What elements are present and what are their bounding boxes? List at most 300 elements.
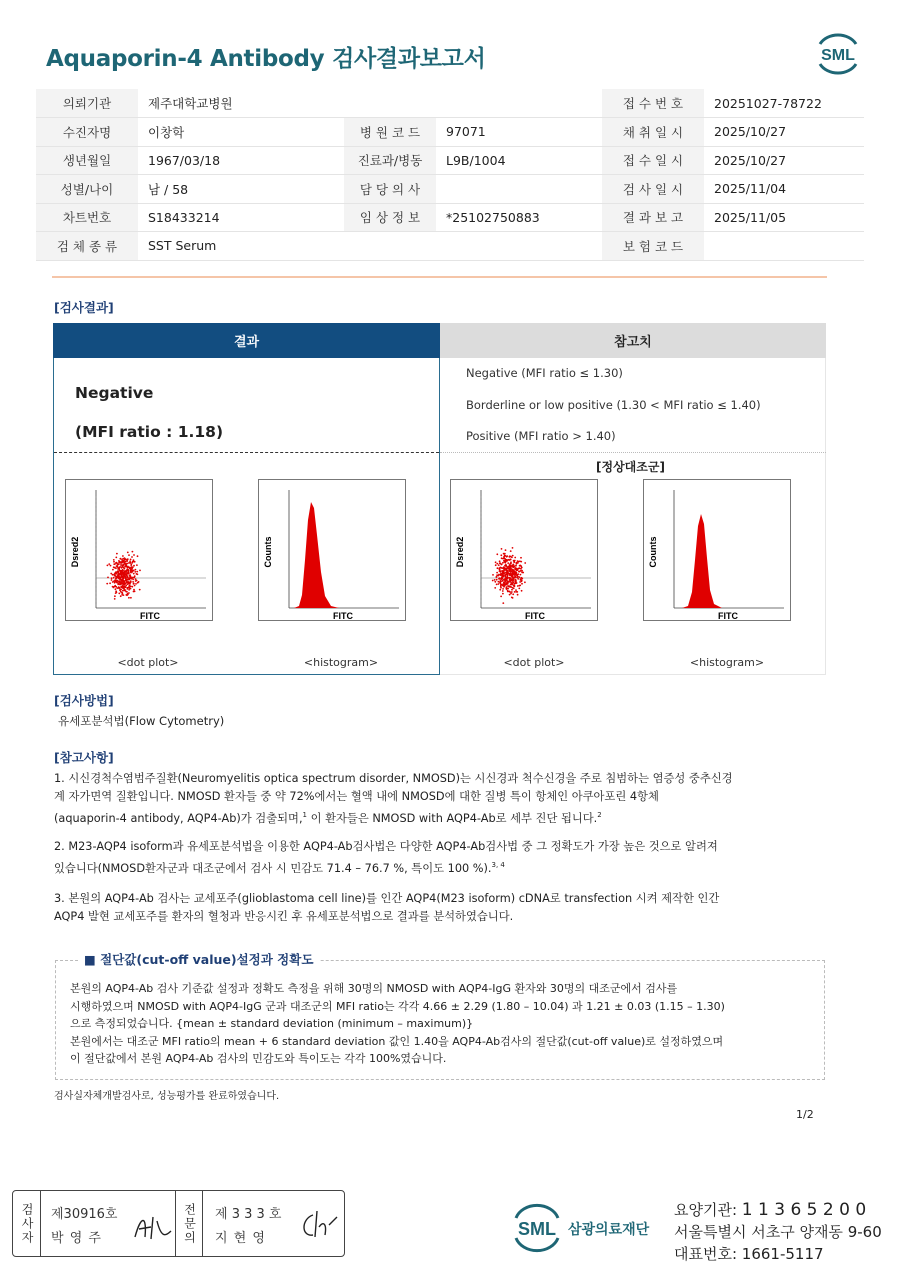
scatter-point xyxy=(499,589,501,591)
patient-info-table xyxy=(36,89,864,261)
hist-xlabel: FITC xyxy=(333,611,353,620)
method-text: 유세포분석법(Flow Cytometry) xyxy=(58,714,225,728)
scatter-point xyxy=(498,577,500,579)
cutoff-text xyxy=(70,980,822,1068)
scatter-point xyxy=(503,584,505,586)
notes-section-title: [참고사항] xyxy=(54,750,114,765)
scatter-point xyxy=(511,557,513,559)
footer-code-value: 1 1 3 6 5 2 0 0 xyxy=(741,1200,867,1220)
histogram-caption: <histogram> xyxy=(689,656,765,669)
scatter-point xyxy=(500,585,502,587)
scatter-point xyxy=(509,594,511,596)
results-section-title: [검사결과] xyxy=(54,300,114,315)
scatter-point xyxy=(122,570,124,572)
scatter-point xyxy=(127,552,129,554)
examiner-label xyxy=(13,1191,41,1256)
control-label: [정상대조군] xyxy=(596,460,665,474)
divider xyxy=(52,276,827,278)
scatter-point xyxy=(130,597,132,599)
scatter-point xyxy=(506,559,508,561)
scatter-point xyxy=(122,555,124,557)
scatter-point xyxy=(115,578,117,580)
hospital-code-label: 병 원 코 드 xyxy=(344,118,436,147)
scatter-point xyxy=(513,566,515,568)
scatter-point xyxy=(122,592,124,594)
note-line: 3. 본원의 AQP4-Ab 검사는 교세포주(glioblastoma cell line)를 인간 AQP4(M23 isoform) cDNA로 transfection 시켜 제작한 인간 xyxy=(54,892,720,905)
cutoff-line: 시행하였으며 NMOSD with AQP4-IgG 군과 대조군의 MFI ratio는 각각 4.66 ± 2.29 (1.80 – 10.04) 과 1.21 ± 0.03 (1.15 – 1.30) xyxy=(70,999,725,1013)
scatter-point xyxy=(128,589,130,591)
scatter-point xyxy=(133,589,135,591)
scatter-point xyxy=(120,566,122,568)
note-line: AQP4 발현 교세포주를 환자의 혈청과 반응시킨 후 유세포분석법으로 결과를 분석하였습니다. xyxy=(54,910,514,923)
scatter-point xyxy=(494,587,496,589)
histogram-peak xyxy=(294,502,339,608)
scatter-point xyxy=(115,576,117,578)
scatter-point xyxy=(118,587,120,589)
scatter-point xyxy=(503,553,505,555)
scatter-point xyxy=(131,556,133,558)
scatter-point xyxy=(501,548,503,550)
patient-label: 수진자명 xyxy=(36,118,138,147)
scatter-point xyxy=(120,595,122,597)
cutoff-line: 본원에서는 대조군 MFI ratio의 mean + 6 standard deviation 값인 1.40을 AQP4-Ab검사의 절단값(cut-off value)로 설정하였으며 xyxy=(70,1034,724,1048)
scatter-point xyxy=(111,577,113,579)
scatter-point xyxy=(521,590,523,592)
scatter-point xyxy=(125,566,127,568)
scatter-point xyxy=(507,585,509,587)
chart-no-value: S18433214 xyxy=(138,203,344,232)
scatter-point xyxy=(512,597,514,599)
dot-xlabel: FITC xyxy=(525,611,545,620)
scatter-point xyxy=(496,572,498,574)
scatter-point xyxy=(524,562,526,564)
scatter-point xyxy=(118,563,120,565)
cutoff-line: 본원의 AQP4-Ab 검사 기준값 설정과 정확도 측정을 위해 30명의 NMOSD with AQP4-IgG 환자와 30명의 대조군에서 검사를 xyxy=(70,982,678,995)
note-1 xyxy=(54,770,830,828)
note-line xyxy=(54,806,830,828)
footer-code-label: 요양기관: xyxy=(674,1201,742,1219)
clinical-info-value: *25102750883 xyxy=(436,203,602,232)
scatter-point xyxy=(514,591,516,593)
scatter-point xyxy=(506,568,508,570)
report-date-value: 2025/11/05 xyxy=(704,203,864,232)
table-row xyxy=(36,89,864,118)
scatter-point xyxy=(504,572,506,574)
scatter-point xyxy=(507,573,509,575)
method-section-title: [검사방법] xyxy=(54,693,114,708)
scatter-point xyxy=(503,557,505,559)
dot-plot-graphic xyxy=(66,480,212,620)
scatter-point xyxy=(113,561,115,563)
scatter-point xyxy=(502,602,504,604)
scatter-point xyxy=(113,586,115,588)
sex-age-label: 성별/나이 xyxy=(36,175,138,204)
scatter-point xyxy=(498,574,500,576)
examiner-name: 박 영 주 xyxy=(51,1231,102,1246)
scatter-point xyxy=(130,577,132,579)
report-date-label: 결 과 보 고 xyxy=(602,203,704,232)
scatter-point xyxy=(516,563,518,565)
note-text: (aquaporin-4 antibody, AQP4-Ab)가 검출되며, xyxy=(54,811,303,825)
scatter-point xyxy=(116,591,118,593)
receipt-date-label: 접 수 일 시 xyxy=(602,146,704,175)
scatter-point xyxy=(502,579,504,581)
scatter-point xyxy=(513,588,515,590)
dot-xlabel: FITC xyxy=(140,611,160,620)
scatter-point xyxy=(128,554,130,556)
scatter-point xyxy=(514,579,516,581)
sml-logo xyxy=(812,30,864,76)
scatter-point xyxy=(115,557,117,559)
scatter-point xyxy=(509,559,511,561)
scatter-point xyxy=(123,587,125,589)
hospital-label: 의뢰기관 xyxy=(36,89,138,118)
scatter-point xyxy=(517,594,519,596)
scatter-point xyxy=(133,583,135,585)
divider xyxy=(440,452,826,453)
scatter-point xyxy=(132,551,134,553)
scatter-point xyxy=(112,569,114,571)
scatter-point xyxy=(522,572,524,574)
scatter-point xyxy=(114,598,116,600)
dot-cloud xyxy=(106,551,141,600)
scatter-point xyxy=(118,593,120,595)
scatter-point xyxy=(124,580,126,582)
scatter-point xyxy=(120,586,122,588)
scatter-point xyxy=(513,585,515,587)
scatter-point xyxy=(494,579,496,581)
scatter-point xyxy=(512,564,514,566)
scatter-point xyxy=(115,588,117,590)
scatter-point xyxy=(128,592,130,594)
scatter-point xyxy=(521,578,523,580)
scatter-point xyxy=(510,550,512,552)
scatter-point xyxy=(507,571,509,573)
collection-date-value: 2025/10/27 xyxy=(704,118,864,147)
examiner-signature xyxy=(131,1211,175,1245)
table-row xyxy=(36,232,864,261)
citation: 1 xyxy=(302,811,308,819)
collection-date-label: 채 취 일 시 xyxy=(602,118,704,147)
scatter-point xyxy=(126,560,128,562)
scatter-point xyxy=(125,582,127,584)
test-date-value: 2025/11/04 xyxy=(704,175,864,204)
logo-text: SML xyxy=(821,47,855,64)
scatter-point xyxy=(115,562,117,564)
scatter-point xyxy=(505,549,507,551)
scatter-point xyxy=(127,594,129,596)
specialist-name: 지 현 영 xyxy=(215,1231,266,1246)
scatter-point xyxy=(133,565,135,567)
scatter-point xyxy=(505,581,507,583)
scatter-point xyxy=(118,581,120,583)
footer-phone xyxy=(674,1243,824,1264)
scatter-point xyxy=(108,563,110,565)
scatter-point xyxy=(125,571,127,573)
scatter-point xyxy=(509,556,511,558)
scatter-point xyxy=(111,579,113,581)
scatter-point xyxy=(515,568,517,570)
scatter-point xyxy=(519,565,521,567)
result-value xyxy=(75,378,223,448)
clinical-info-label: 임 상 정 보 xyxy=(344,203,436,232)
examiner-label-text: 검사자 xyxy=(20,1202,34,1245)
specimen-label: 검 체 종 류 xyxy=(36,232,138,261)
scatter-point xyxy=(507,590,509,592)
note-line: 계 자가면역 질환입니다. NMOSD 환자들 중 약 72%에서는 혈액 내에 NMOSD에 대한 질병 특이 항체인 아쿠아포린 4항체 xyxy=(54,790,659,803)
scatter-point xyxy=(512,555,514,557)
hist-ylabel: Counts xyxy=(648,536,658,568)
birth-value: 1967/03/18 xyxy=(138,146,344,175)
scatter-point xyxy=(509,565,511,567)
scatter-point xyxy=(506,586,508,588)
scatter-point xyxy=(119,577,121,579)
doctor-value xyxy=(436,175,602,204)
scatter-point xyxy=(504,561,506,563)
scatter-point xyxy=(135,569,137,571)
insurance-code-label: 보 험 코 드 xyxy=(602,232,704,261)
scatter-point xyxy=(132,579,134,581)
scatter-point xyxy=(513,561,515,563)
scatter-point xyxy=(123,564,125,566)
receipt-no-value: 20251027-78722 xyxy=(704,89,864,118)
scatter-point xyxy=(494,581,496,583)
scatter-point xyxy=(135,583,137,585)
scatter-point xyxy=(510,581,512,583)
scatter-point xyxy=(517,569,519,571)
scatter-point xyxy=(107,565,109,567)
scatter-point xyxy=(506,581,508,583)
scatter-point xyxy=(114,595,116,597)
receipt-date-value: 2025/10/27 xyxy=(704,146,864,175)
scatter-point xyxy=(510,563,512,565)
table-row xyxy=(36,203,864,232)
scatter-point xyxy=(122,590,124,592)
scatter-point xyxy=(114,582,116,584)
scatter-point xyxy=(499,560,501,562)
table-row xyxy=(36,175,864,204)
scatter-point xyxy=(511,579,513,581)
scatter-point xyxy=(505,565,507,567)
receipt-no-label: 접 수 번 호 xyxy=(602,89,704,118)
scatter-point xyxy=(129,575,131,577)
scatter-point xyxy=(516,575,518,577)
scatter-point xyxy=(520,557,522,559)
scatter-point xyxy=(120,574,122,576)
scatter-point xyxy=(501,567,503,569)
scatter-point xyxy=(495,576,497,578)
scatter-point xyxy=(126,563,128,565)
cutoff-line: 이 절단값에서 본원 AQP4-Ab 검사의 민감도와 특이도는 각각 100%였습니다. xyxy=(70,1052,447,1065)
scatter-point xyxy=(492,574,494,576)
note-line: 1. 시신경척수염범주질환(Neuromyelitis optica spectrum disorder, NMOSD)는 시신경과 척수신경을 주로 침범하는 염증성 중추신경 xyxy=(54,772,733,785)
note-line xyxy=(54,856,830,878)
specimen-value: SST Serum xyxy=(138,232,344,261)
scatter-point xyxy=(519,576,521,578)
scatter-point xyxy=(517,585,519,587)
scatter-point xyxy=(521,583,523,585)
scatter-point xyxy=(518,588,520,590)
scatter-point xyxy=(514,560,516,562)
scatter-point xyxy=(130,562,132,564)
scatter-point xyxy=(137,582,139,584)
scatter-point xyxy=(133,561,135,563)
hospital-code-value: 97071 xyxy=(436,118,602,147)
scatter-point xyxy=(515,591,517,593)
scatter-point xyxy=(519,568,521,570)
scatter-point xyxy=(131,566,133,568)
result-line-2: (MFI ratio : 1.18) xyxy=(75,423,224,441)
scatter-point xyxy=(502,562,504,564)
note-text: 있습니다(NMOSD환자군과 대조군에서 검사 시 민감도 71.4 – 76.7 %, 특이도 100 %). xyxy=(54,861,492,875)
control-dot-plot xyxy=(450,479,598,621)
scatter-point xyxy=(511,591,513,593)
citation: 2 xyxy=(597,811,602,819)
scatter-point xyxy=(136,564,138,566)
dot-plot-graphic xyxy=(451,480,597,620)
scatter-point xyxy=(120,591,122,593)
scatter-point xyxy=(519,560,521,562)
scatter-point xyxy=(519,585,521,587)
scatter-point xyxy=(120,564,122,566)
scatter-point xyxy=(115,567,117,569)
scatter-point xyxy=(499,581,501,583)
reference-header: 참고치 xyxy=(440,323,826,358)
histogram-graphic xyxy=(259,480,405,620)
scatter-point xyxy=(503,581,505,583)
ref-negative: Negative (MFI ratio ≤ 1.30) xyxy=(466,366,623,380)
scatter-point xyxy=(125,558,127,560)
scatter-point xyxy=(118,562,120,564)
result-line-1: Negative xyxy=(75,384,154,402)
scatter-point xyxy=(515,581,517,583)
scatter-point xyxy=(513,572,515,574)
footer-logo-text: SML xyxy=(518,1219,556,1239)
scatter-point xyxy=(128,582,130,584)
scatter-point xyxy=(497,567,499,569)
scatter-point xyxy=(123,577,125,579)
scatter-point xyxy=(515,565,517,567)
scatter-point xyxy=(498,583,500,585)
scatter-point xyxy=(133,577,135,579)
scatter-point xyxy=(511,589,513,591)
scatter-point xyxy=(503,571,505,573)
scatter-point xyxy=(110,565,112,567)
scatter-point xyxy=(123,594,125,596)
scatter-point xyxy=(499,569,501,571)
scatter-point xyxy=(107,577,109,579)
scatter-point xyxy=(510,577,512,579)
scatter-point xyxy=(495,561,497,563)
scatter-point xyxy=(129,587,131,589)
scatter-point xyxy=(506,578,508,580)
scatter-point xyxy=(127,569,129,571)
cutoff-title: ■ 절단값(cut-off value)설정과 정확도 xyxy=(78,950,319,968)
scatter-point xyxy=(500,554,502,556)
scatter-point xyxy=(512,578,514,580)
note-line: 2. M23-AQP4 isoform과 유세포분석법을 이용한 AQP4-Ab검사법은 다양한 AQP4-Ab검사법 중 그 정확도가 가장 높은 것으로 알려져 xyxy=(54,840,718,853)
scatter-point xyxy=(137,573,139,575)
scatter-point xyxy=(137,555,139,557)
scatter-point xyxy=(521,570,523,572)
report-title: Aquaporin-4 Antibody 검사결과보고서 xyxy=(46,46,486,72)
scatter-point xyxy=(502,593,504,595)
signature-block xyxy=(12,1190,345,1257)
scatter-point xyxy=(113,559,115,561)
scatter-point xyxy=(512,547,514,549)
scatter-point xyxy=(112,574,114,576)
ref-positive: Positive (MFI ratio > 1.40) xyxy=(466,429,616,443)
scatter-point xyxy=(129,585,131,587)
scatter-point xyxy=(122,566,124,568)
dot-plot-caption: <dot plot> xyxy=(117,656,179,669)
footer-phone-label: 대표번호: xyxy=(674,1245,742,1263)
examiner-license: 제30916호 xyxy=(51,1207,118,1222)
scatter-point xyxy=(506,588,508,590)
scatter-point xyxy=(514,577,516,579)
scatter-point xyxy=(510,584,512,586)
specialist-label xyxy=(175,1191,203,1256)
scatter-point xyxy=(506,556,508,558)
dept-value: L9B/1004 xyxy=(436,146,602,175)
scatter-point xyxy=(135,578,137,580)
scatter-point xyxy=(524,581,526,583)
footnote: 검사실자체개발검사로, 성능평가를 완료하였습니다. xyxy=(54,1091,280,1102)
patient-dot-plot xyxy=(65,479,213,621)
scatter-point xyxy=(498,581,500,583)
scatter-point xyxy=(498,564,500,566)
scatter-point xyxy=(513,569,515,571)
patient-value: 이창학 xyxy=(138,118,344,147)
scatter-point xyxy=(115,586,117,588)
birth-label: 생년월일 xyxy=(36,146,138,175)
scatter-point xyxy=(120,579,122,581)
scatter-point xyxy=(129,560,131,562)
scatter-point xyxy=(504,576,506,578)
scatter-point xyxy=(134,571,136,573)
specialist-license: 제 3 3 3 호 xyxy=(215,1207,282,1222)
table-row xyxy=(36,146,864,175)
cutoff-line: 으로 측정되었습니다. {mean ± standard deviation (minimum – maximum)} xyxy=(70,1017,474,1030)
scatter-point xyxy=(510,573,512,575)
scatter-point xyxy=(131,586,133,588)
control-histogram xyxy=(643,479,791,621)
scatter-point xyxy=(116,553,118,555)
histogram-caption: <histogram> xyxy=(303,656,379,669)
dot-ylabel: Dsred2 xyxy=(455,536,465,568)
scatter-point xyxy=(130,559,132,561)
scatter-point xyxy=(128,573,130,575)
dept-label: 진료과/병동 xyxy=(344,146,436,175)
scatter-point xyxy=(520,579,522,581)
page-number: 1/2 xyxy=(796,1108,814,1121)
citation: 3, 4 xyxy=(491,861,505,869)
scatter-point xyxy=(117,572,119,574)
scatter-point xyxy=(510,586,512,588)
scatter-point xyxy=(133,573,135,575)
scatter-point xyxy=(502,590,504,592)
scatter-point xyxy=(135,580,137,582)
scatter-point xyxy=(512,593,514,595)
table-row xyxy=(36,118,864,147)
scatter-point xyxy=(507,562,509,564)
footer-phone-value: 1661-5117 xyxy=(741,1245,824,1263)
scatter-point xyxy=(121,561,123,563)
scatter-point xyxy=(113,577,115,579)
dot-plot-caption: <dot plot> xyxy=(503,656,565,669)
note-text: 이 환자들은 NMOSD with AQP4-Ab로 세부 진단 됩니다. xyxy=(307,811,598,825)
scatter-point xyxy=(500,578,502,580)
